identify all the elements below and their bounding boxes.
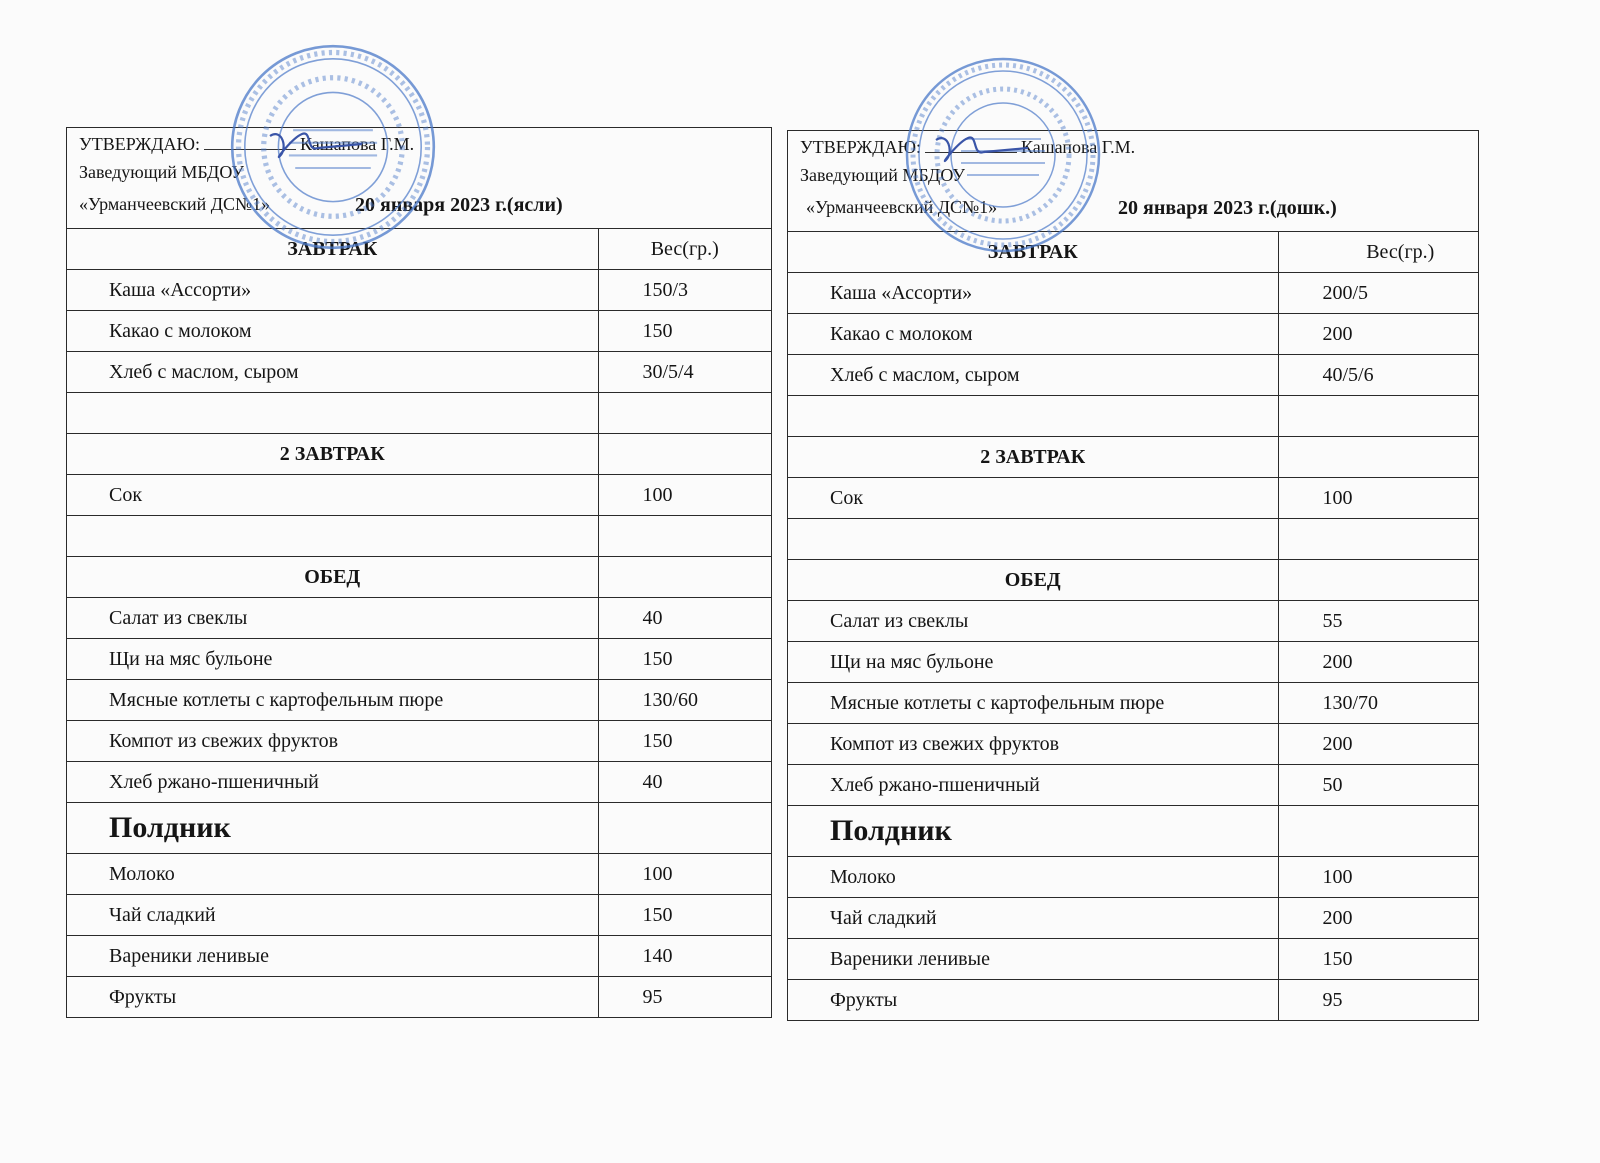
dish-weight (1278, 519, 1478, 560)
dish-row (788, 683, 1478, 724)
menu-preschool (787, 130, 1479, 1021)
dish-name: Щи на мяс бульоне (67, 639, 598, 680)
dish-name: Сок (788, 478, 1278, 519)
dish-name (788, 519, 1278, 560)
approve-label: УТВЕРЖДАЮ: (79, 134, 201, 154)
dish-row (67, 977, 771, 1018)
dish-row (788, 314, 1478, 355)
dish-weight: 150 (598, 639, 771, 680)
dish-weight: 55 (1278, 601, 1478, 642)
approval-header (788, 131, 1478, 232)
dish-row (67, 393, 771, 434)
dish-weight: 200 (1278, 898, 1478, 939)
menu-nursery (66, 127, 772, 1018)
dish-row (788, 857, 1478, 898)
dish-row (788, 519, 1478, 560)
dish-row (788, 939, 1478, 980)
dish-weight: 150 (598, 895, 771, 936)
dish-weight: 200 (1278, 314, 1478, 355)
dish-weight: 100 (598, 475, 771, 516)
dish-row (788, 601, 1478, 642)
dish-row (788, 478, 1478, 519)
empty-weight-cell (598, 803, 771, 854)
dish-name: Какао с молоком (67, 311, 598, 352)
dish-name: Вареники ленивые (67, 936, 598, 977)
dish-row (788, 273, 1478, 314)
dish-name (788, 396, 1278, 437)
section-title: Полдник (788, 806, 1278, 857)
column-header-row (67, 229, 771, 270)
section-row (788, 437, 1478, 478)
signer-position: Заведующий МБДОУ (800, 165, 966, 185)
dish-weight: 30/5/4 (598, 352, 771, 393)
dish-weight (598, 393, 771, 434)
dish-name: Чай сладкий (67, 895, 598, 936)
dish-name: Каша «Ассорти» (788, 273, 1278, 314)
menu-table (788, 232, 1478, 1020)
signer-position: Заведующий МБДОУ (79, 162, 245, 182)
dish-row (67, 936, 771, 977)
dish-name: Вареники ленивые (788, 939, 1278, 980)
meal-column-header: ЗАВТРАК (287, 237, 378, 260)
dish-row (67, 311, 771, 352)
dish-name: Щи на мяс бульоне (788, 642, 1278, 683)
column-header-row (788, 232, 1478, 273)
dish-row (788, 396, 1478, 437)
dish-row (788, 642, 1478, 683)
dish-name: Молоко (788, 857, 1278, 898)
dish-weight: 200/5 (1278, 273, 1478, 314)
dish-weight: 150 (598, 721, 771, 762)
dish-weight: 150 (598, 311, 771, 352)
dish-weight: 200 (1278, 724, 1478, 765)
section-row (67, 434, 771, 475)
empty-weight-cell (598, 557, 771, 598)
dish-row (67, 895, 771, 936)
approval-header (67, 128, 771, 229)
dish-row (67, 854, 771, 895)
empty-weight-cell (1278, 437, 1478, 478)
dish-row (67, 352, 771, 393)
dish-name: Какао с молоком (788, 314, 1278, 355)
approval-line (800, 137, 1135, 158)
empty-weight-cell (598, 434, 771, 475)
organization-name: «Урманчеевский ДС№1» (806, 197, 998, 217)
dish-row (788, 765, 1478, 806)
section-title: Полдник (67, 803, 598, 854)
dish-name: Хлеб с маслом, сыром (788, 355, 1278, 396)
section-title: ОБЕД (67, 557, 598, 598)
signature-blank (204, 149, 296, 150)
dish-weight: 100 (1278, 478, 1478, 519)
section-row (67, 557, 771, 598)
section-title: ОБЕД (788, 560, 1278, 601)
dish-weight: 200 (1278, 642, 1478, 683)
dish-name: Мясные котлеты с картофельным пюре (788, 683, 1278, 724)
organization-name: «Урманчеевский ДС№1» (79, 194, 271, 214)
dish-weight: 95 (598, 977, 771, 1018)
section-title: 2 ЗАВТРАК (788, 437, 1278, 478)
dish-name: Хлеб с маслом, сыром (67, 352, 598, 393)
dish-row (67, 516, 771, 557)
dish-name: Фрукты (788, 980, 1278, 1021)
signer-name: Кашапова Г.М. (1021, 137, 1136, 157)
dish-name (67, 393, 598, 434)
dish-weight (1278, 396, 1478, 437)
menu-date-title: 20 января 2023 г.(дошк.) (1118, 197, 1337, 219)
dish-weight (598, 516, 771, 557)
dish-name: Мясные котлеты с картофельным пюре (67, 680, 598, 721)
signature-blank (925, 152, 1017, 153)
dish-weight: 40/5/6 (1278, 355, 1478, 396)
dish-weight: 100 (598, 854, 771, 895)
dish-row (788, 355, 1478, 396)
dish-name: Хлеб ржано-пшеничный (67, 762, 598, 803)
dish-row (67, 680, 771, 721)
dish-name: Сок (67, 475, 598, 516)
dish-row (67, 639, 771, 680)
dish-name: Хлеб ржано-пшеничный (788, 765, 1278, 806)
approve-label: УТВЕРЖДАЮ: (800, 137, 922, 157)
dish-name: Салат из свеклы (788, 601, 1278, 642)
weight-column-header: Вес(гр.) (1278, 232, 1478, 273)
section-row (67, 803, 771, 854)
menu-rows (67, 229, 771, 1017)
signer-name: Кашапова Г.М. (300, 134, 415, 154)
dish-weight: 130/70 (1278, 683, 1478, 724)
dish-row (788, 898, 1478, 939)
approval-line (79, 134, 414, 155)
dish-weight: 150/3 (598, 270, 771, 311)
dish-weight: 100 (1278, 857, 1478, 898)
dish-name: Фрукты (67, 977, 598, 1018)
menu-date-title: 20 января 2023 г.(ясли) (355, 194, 563, 216)
dish-row (67, 762, 771, 803)
dish-name: Чай сладкий (788, 898, 1278, 939)
dish-name: Молоко (67, 854, 598, 895)
dish-weight: 40 (598, 762, 771, 803)
dish-row (67, 270, 771, 311)
dish-weight: 50 (1278, 765, 1478, 806)
dish-row (67, 475, 771, 516)
dish-weight: 95 (1278, 980, 1478, 1021)
menu-table (67, 229, 771, 1017)
empty-weight-cell (1278, 806, 1478, 857)
meal-column-header: ЗАВТРАК (987, 240, 1078, 263)
dish-weight: 40 (598, 598, 771, 639)
section-row (788, 806, 1478, 857)
dish-weight: 140 (598, 936, 771, 977)
empty-weight-cell (1278, 560, 1478, 601)
dish-name: Салат из свеклы (67, 598, 598, 639)
section-row (788, 560, 1478, 601)
dish-row (67, 598, 771, 639)
dish-name: Компот из свежих фруктов (788, 724, 1278, 765)
dish-row (788, 980, 1478, 1021)
weight-column-header: Вес(гр.) (598, 229, 771, 270)
section-title: 2 ЗАВТРАК (67, 434, 598, 475)
dish-row (67, 721, 771, 762)
dish-name: Каша «Ассорти» (67, 270, 598, 311)
dish-weight: 150 (1278, 939, 1478, 980)
dish-name: Компот из свежих фруктов (67, 721, 598, 762)
dish-name (67, 516, 598, 557)
dish-weight: 130/60 (598, 680, 771, 721)
menu-rows (788, 232, 1478, 1020)
dish-row (788, 724, 1478, 765)
